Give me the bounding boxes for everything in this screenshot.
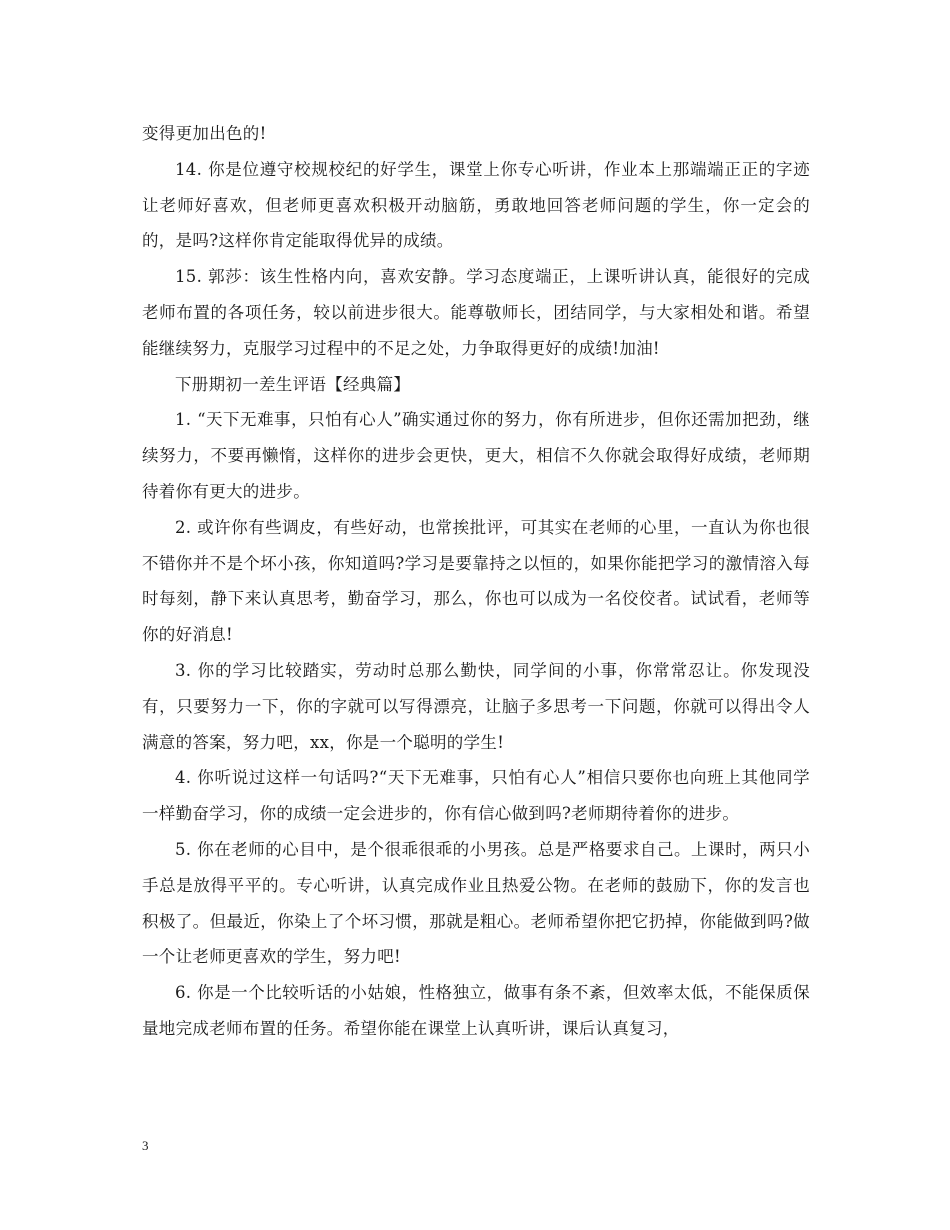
paragraph-continuation: 变得更加出色的! (142, 124, 267, 143)
section-heading: 下册期初一差生评语【经典篇】 (175, 374, 411, 394)
paragraph-item-3: 3. 你的学习比较踏实，劳动时总那么勤快，同学间的小事，你常常忍让。你发现没有，只要努力一下，你的字就可以写得漂亮，让脑子多思考一下问题，你就可以得出令人满意的答案，努力吧，xx，你是一个聪明的学生! (142, 660, 810, 752)
paragraph-item-2: 2. 或许你有些调皮，有些好动，也常挨批评，可其实在老师的心里，一直认为你也很不错你并不是个坏小孩，你知道吗?学习是要靠持之以恒的，如果你能把学习的激情溶入每时每刻，静下来认真思考，勤奋学习，那么，你也可以成为一名佼佼者。试试看，老师等你的好消息! (142, 517, 810, 645)
paragraph-item-15: 15. 郭莎：该生性格内向，喜欢安静。学习态度端正，上课听讲认真，能很好的完成老师布置的各项任务，较以前进步很大。能尊敬师长，团结同学，与大家相处和谐。希望能继续努力，克服学习过程中的不足之处，力争取得更好的成绩!加油! (142, 267, 810, 358)
paragraph-item-4: 4. 你听说过这样一句话吗?“天下无难事，只怕有心人”相信只要你也向班上其他同学一样勤奋学习，你的成绩一定会进步的，你有信心做到吗?老师期待着你的进步。 (142, 768, 810, 824)
document-body (142, 116, 810, 1047)
paragraph-item-14: 14. 你是位遵守校规校纪的好学生，课堂上你专心听讲，作业本上那端端正正的字迹让老师好喜欢，但老师更喜欢积极开动脑筋，勇敢地回答老师问题的学生，你一定会的的，是吗?这样你肯定能取得优异的成绩。 (142, 159, 810, 251)
paragraph-item-6: 6. 你是一个比较听话的小姑娘，性格独立，做事有条不紊，但效率太低，不能保质保量地完成老师布置的任务。希望你能在课堂上认真听讲，课后认真复习， (142, 983, 810, 1038)
paragraph-item-5: 5. 你在老师的心目中，是个很乖很乖的小男孩。总是严格要求自己。上课时，两只小手总是放得平平的。专心听讲，认真完成作业且热爱公物。在老师的鼓励下，你的发言也积极了。但最近，你染上了个坏习惯，那就是粗心。老师希望你把它扔掉，你能做到吗?做一个让老师更喜欢的学生，努力吧! (142, 839, 810, 967)
paragraph-item-1: 1. “天下无难事，只怕有心人”确实通过你的努力，你有所进步，但你还需加把劲，继续努力，不要再懒惰，这样你的进步会更快，更大，相信不久你就会取得好成绩，老师期待着你有更大的进步。 (142, 410, 810, 501)
page-number: 3 (142, 1138, 149, 1153)
